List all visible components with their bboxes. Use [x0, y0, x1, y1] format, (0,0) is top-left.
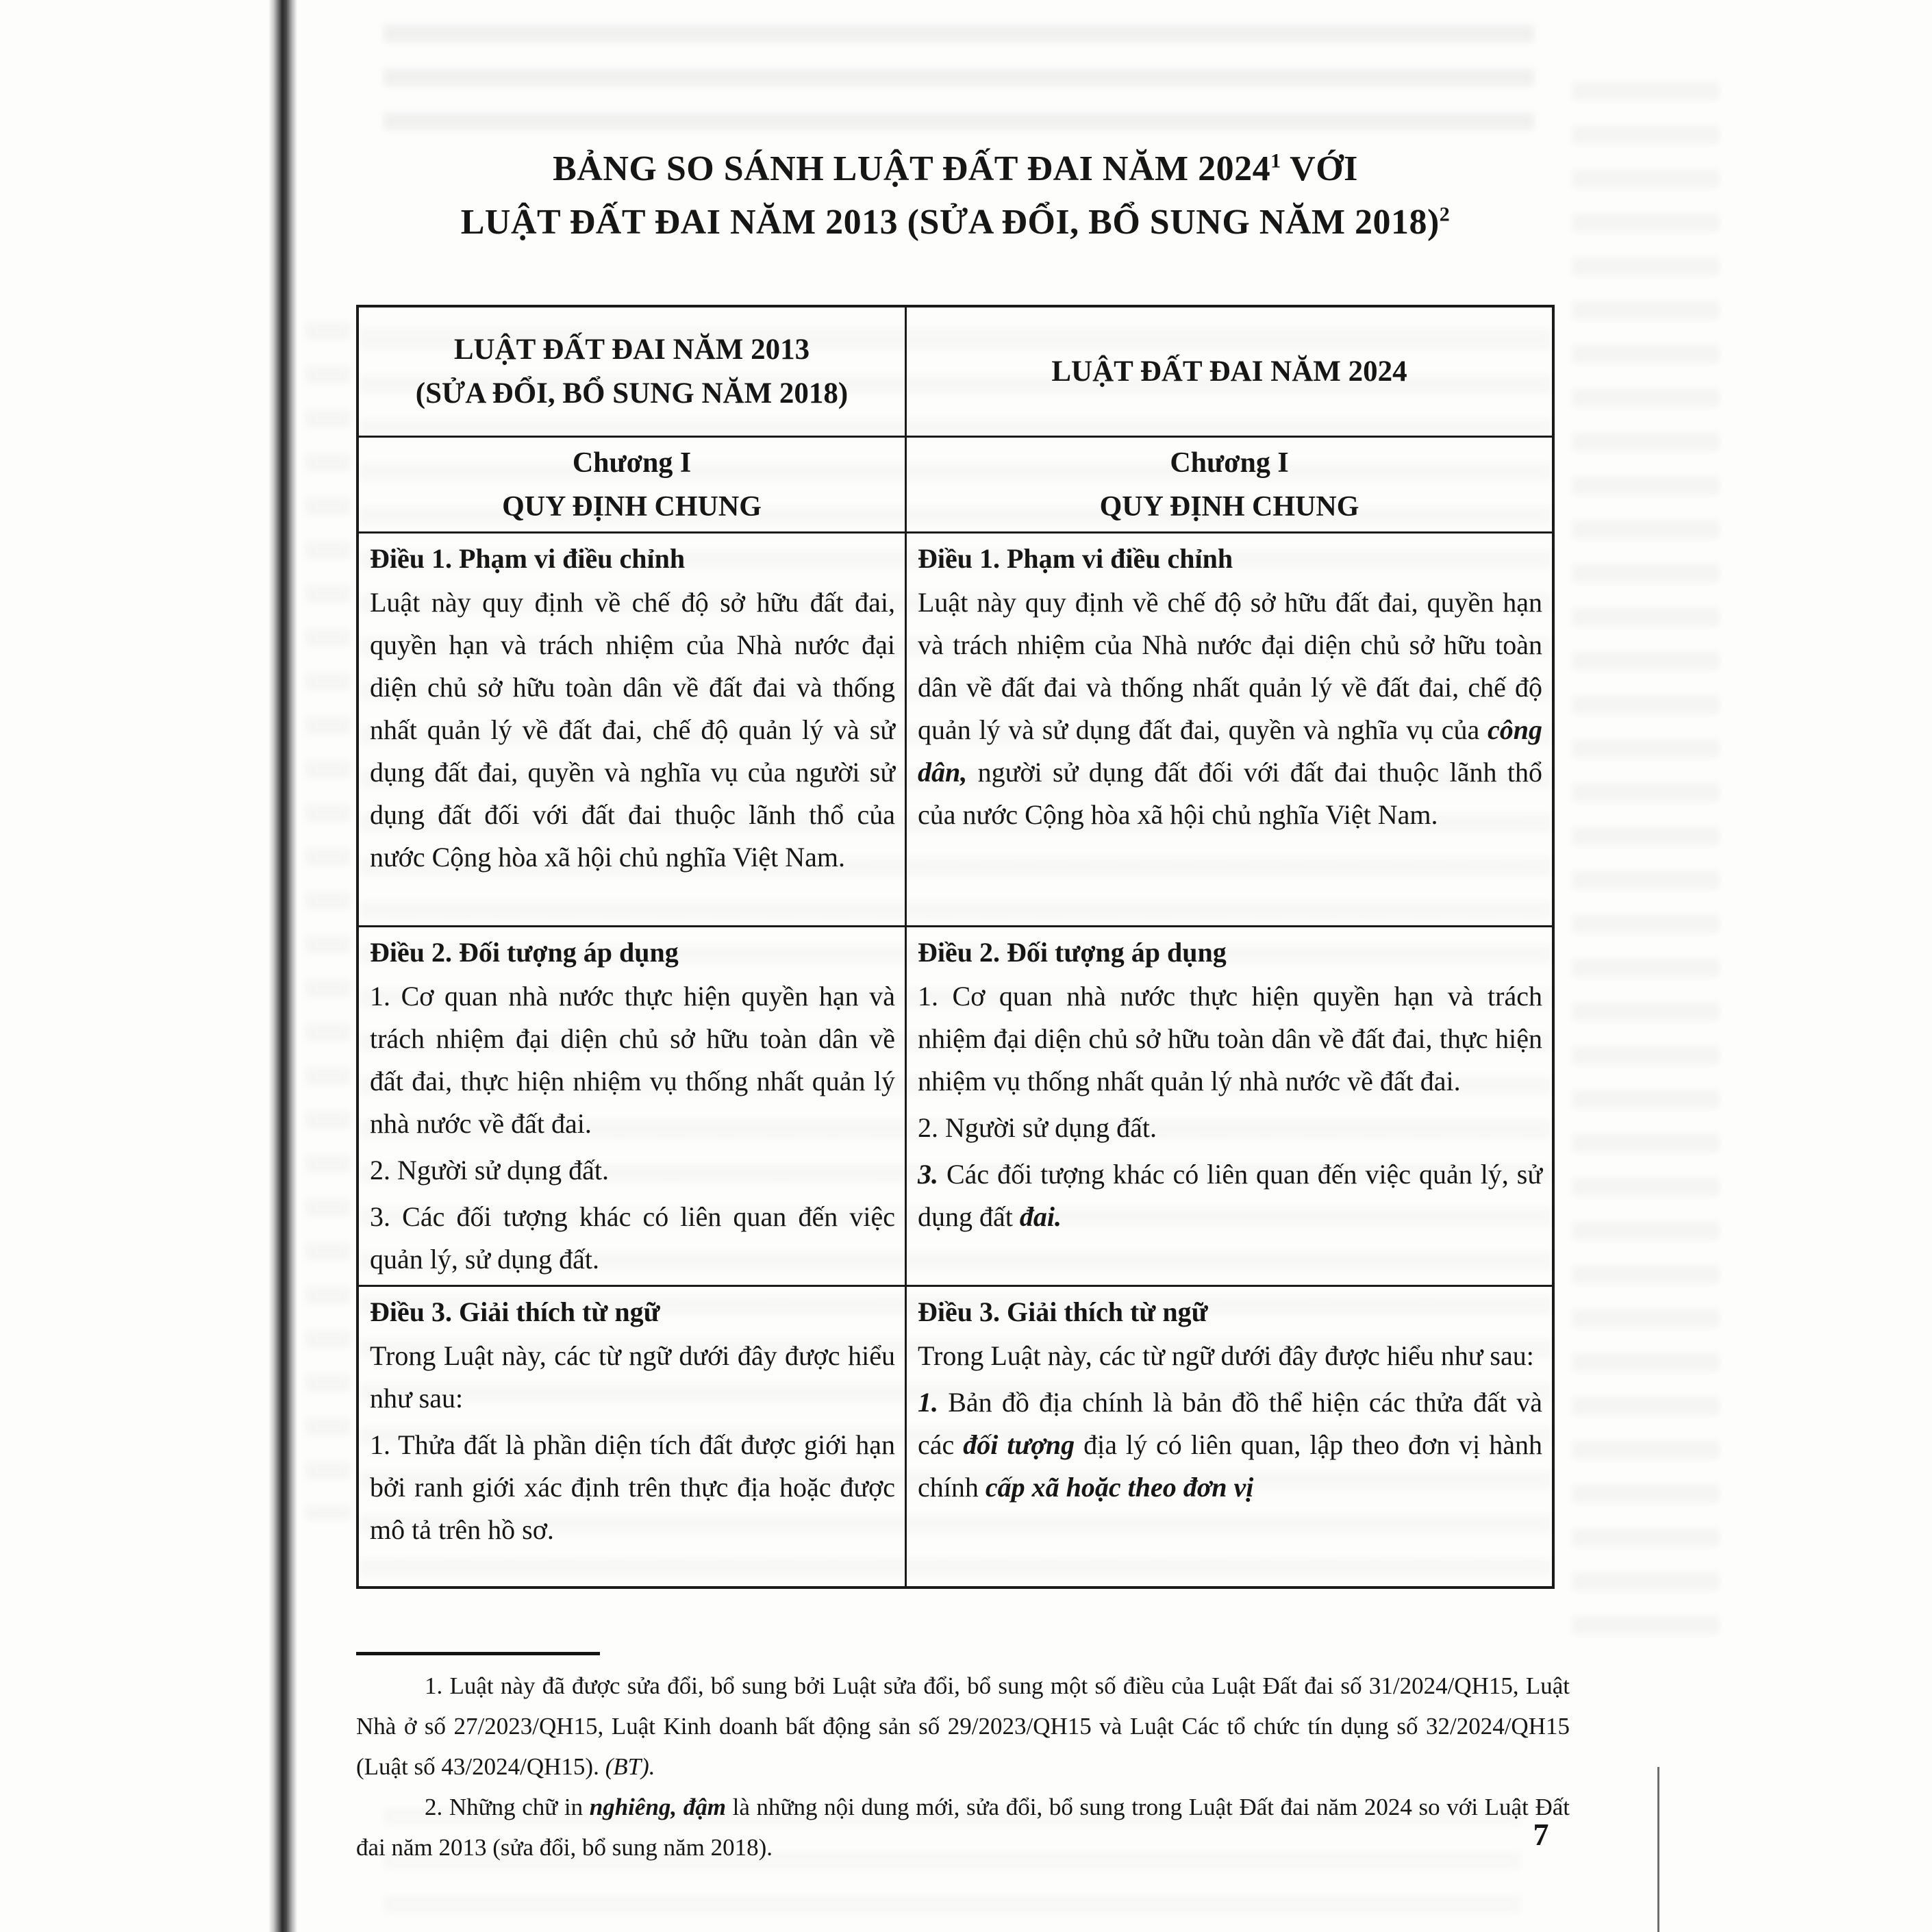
page-title: [356, 142, 1555, 249]
footnote-divider: [356, 1652, 600, 1655]
page-title-line-1: BẢNG SO SÁNH LUẬT ĐẤT ĐAI NĂM 2024$^1$ VỚI: [553, 149, 1358, 188]
footnote-1: 1. Luật này đã được sửa đổi, bổ sung bởi Luật sửa đổi, bổ sung một số điều của Luật Đất đai số 31/2024/QH15, Luật Nhà ở số 27/2023/QH15, Luật Kinh doanh bất động sản số 29/2023/QH15 và Luật Các tổ chức tín dụng số 32/2024/QH15 (Luật số 43/2024/QH15). (BT).: [356, 1672, 1570, 1780]
chapter-cell-2013: Chương I QUY ĐỊNH CHUNG: [359, 438, 907, 534]
article-2-clause-1: 1. Cơ quan nhà nước thực hiện quyền hạn và trách nhiệm đại diện chủ sở hữu toàn dân về đất đai, thực hiện nhiệm vụ thống nhất quản lý nhà nước về đất đai.: [918, 981, 1542, 1096]
article-1-body: Luật này quy định về chế độ sở hữu đất đai, quyền hạn và trách nhiệm của Nhà nước đại diện chủ sở hữu toàn dân về đất đai và thống nhất quản lý về đất đai, chế độ quản lý và sử dụng đất đai, quyền và nghĩa vụ của người sử dụng đất đối với đất đai thuộc lãnh thổ của nước Cộng hòa xã hội chủ nghĩa Việt Nam.: [370, 587, 895, 873]
article-2-clause-2: 2. Người sử dụng đất.: [370, 1155, 609, 1185]
page-title-line-2: LUẬT ĐẤT ĐAI NĂM 2013 (SỬA ĐỔI, BỔ SUNG NĂM 2018)$^2$: [460, 203, 1451, 242]
amended-text: 1.: [918, 1387, 938, 1418]
article-3-cell-2024: [907, 1287, 1552, 1586]
article-1-body: Luật này quy định về chế độ sở hữu đất đai, quyền hạn và trách nhiệm của Nhà nước đại diện chủ sở hữu toàn dân về đất đai và thống nhất quản lý về đất đai, chế độ quản lý và sử dụng đất đai, quyền và nghĩa vụ của công dân, người sử dụng đất đối với đất đai thuộc lãnh thổ của nước Cộng hòa xã hội chủ nghĩa Việt Nam.: [918, 587, 1542, 830]
article-1-heading: Điều 1. Phạm vi điều chỉnh: [918, 543, 1233, 574]
footnotes: [356, 1666, 1570, 1868]
article-2-clause-2: 2. Người sử dụng đất.: [918, 1112, 1157, 1143]
article-2-clause-3: 3. Các đối tượng khác có liên quan đến việc quản lý, sử dụng đất đai.: [918, 1159, 1542, 1232]
article-2-cell-2013: [359, 927, 907, 1287]
bleed-through-text: [305, 322, 351, 1520]
article-3-cell-2013: [359, 1287, 907, 1586]
bleed-through-text: [1572, 82, 1719, 1657]
footnote-2: 2. Những chữ in nghiêng, đậm là những nội dung mới, sửa đổi, bổ sung trong Luật Đất đai năm 2024 so với Luật Đất đai năm 2013 (sửa đổi, bổ sung năm 2018).: [356, 1794, 1570, 1861]
amended-text: đối tượng: [963, 1429, 1075, 1460]
article-3-heading: Điều 3. Giải thích từ ngữ: [918, 1296, 1208, 1327]
amended-text: công dân,: [918, 714, 1542, 788]
footnote-ref-1: 1: [1270, 149, 1281, 173]
article-1-cell-2024: [907, 534, 1552, 927]
article-1-heading: Điều 1. Phạm vi điều chỉnh: [370, 543, 686, 574]
article-1-cell-2013: [359, 534, 907, 927]
amended-text: 3.: [918, 1159, 938, 1190]
table-header-law-2013: LUẬT ĐẤT ĐAI NĂM 2013 (SỬA ĐỔI, BỔ SUNG NĂM 2018): [359, 308, 907, 438]
article-2-cell-2024: [907, 927, 1552, 1287]
footnote-2-emphasis: nghiêng, đậm: [589, 1794, 727, 1820]
article-3-heading: Điều 3. Giải thích từ ngữ: [370, 1296, 660, 1327]
table-header-law-2024: LUẬT ĐẤT ĐAI NĂM 2024: [907, 308, 1552, 438]
article-3-clause-1: 1. Thửa đất là phần diện tích đất được giới hạn bởi ranh giới xác định trên thực địa hoặc được mô tả trên hồ sơ.: [370, 1429, 895, 1545]
amended-text: cấp xã hoặc theo đơn vị: [985, 1472, 1254, 1503]
article-3-intro: Trong Luật này, các từ ngữ dưới đây được hiểu như sau:: [370, 1340, 895, 1414]
comparison-table: [356, 305, 1555, 1589]
amended-text: đai.: [1019, 1201, 1062, 1232]
chapter-cell-2024: Chương I QUY ĐỊNH CHUNG: [907, 438, 1552, 534]
article-2-heading: Điều 2. Đối tượng áp dụng: [370, 937, 679, 968]
page-edge-line: [1657, 1767, 1659, 1932]
article-2-clause-3: 3. Các đối tượng khác có liên quan đến việc quản lý, sử dụng đất.: [370, 1201, 895, 1275]
footnote-ref-2: 2: [1439, 203, 1451, 226]
page-number: 7: [1533, 1817, 1549, 1852]
article-3-intro: Trong Luật này, các từ ngữ dưới đây được hiểu như sau:: [918, 1340, 1534, 1371]
article-3-clause-1: 1. Bản đồ địa chính là bản đồ thể hiện các thửa đất và các đối tượng địa lý có liên quan, lập theo đơn vị hành chính cấp xã hoặc theo đơn vị: [918, 1387, 1542, 1503]
article-2-heading: Điều 2. Đối tượng áp dụng: [918, 937, 1227, 968]
bleed-through-text: [384, 25, 1534, 134]
footnote-1-bt: (BT).: [605, 1753, 655, 1780]
book-gutter-shadow: [268, 0, 297, 1932]
article-2-clause-1: 1. Cơ quan nhà nước thực hiện quyền hạn và trách nhiệm đại diện chủ sở hữu toàn dân về đất đai, thực hiện nhiệm vụ thống nhất quản lý nhà nước về đất đai.: [370, 981, 895, 1139]
